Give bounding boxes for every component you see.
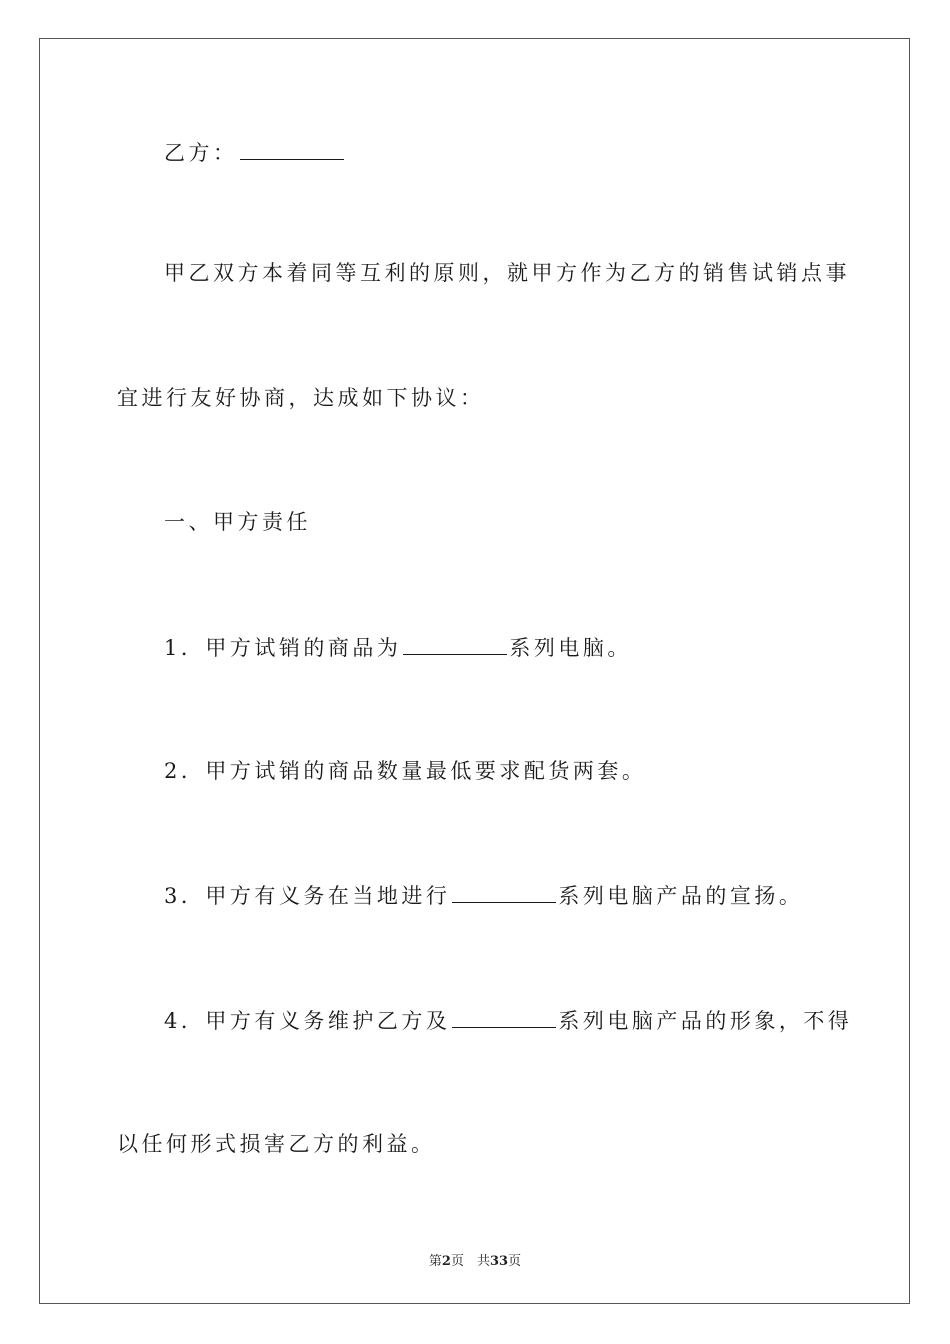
footer-page-number: 2 [441, 1254, 451, 1269]
item-1-blank[interactable] [403, 637, 507, 655]
section1-heading: 一、甲方责任 [164, 510, 311, 534]
item-2: 2．甲方试销的商品数量最低要求配货两套。 [164, 759, 647, 783]
footer-page-mid: 页 共 [450, 1254, 490, 1269]
item-4-blank[interactable] [452, 1010, 556, 1028]
item-3-suffix: 系列电脑产品的宣扬。 [558, 884, 804, 908]
page-footer [0, 1250, 950, 1269]
item-4-continuation: 以任何形式损害乙方的利益。 [117, 1132, 436, 1156]
footer-page-suffix: 页 [508, 1254, 522, 1269]
footer-total-pages: 33 [489, 1254, 509, 1269]
item-4-prefix: 4．甲方有义务维护乙方及 [164, 1009, 451, 1033]
item-3-prefix: 3．甲方有义务在当地进行 [164, 884, 451, 908]
party-b-line [164, 142, 346, 164]
footer-page-prefix: 第 [428, 1254, 442, 1269]
party-b-label: 乙方： [164, 141, 238, 165]
intro-line-1: 甲乙双方本着同等互利的原则，就甲方作为乙方的销售试销点事 [164, 261, 850, 285]
item-1-prefix: 1．甲方试销的商品为 [164, 636, 402, 660]
item-1-suffix: 系列电脑。 [509, 636, 632, 660]
item-3 [164, 885, 803, 907]
party-b-blank[interactable] [240, 142, 344, 160]
item-3-blank[interactable] [452, 885, 556, 903]
intro-line-2: 宜进行友好协商，达成如下协议： [117, 386, 485, 410]
item-4-suffix: 系列电脑产品的形象，不得 [558, 1009, 853, 1033]
item-4 [164, 1010, 852, 1032]
page-border [39, 38, 910, 1304]
item-1 [164, 637, 632, 659]
